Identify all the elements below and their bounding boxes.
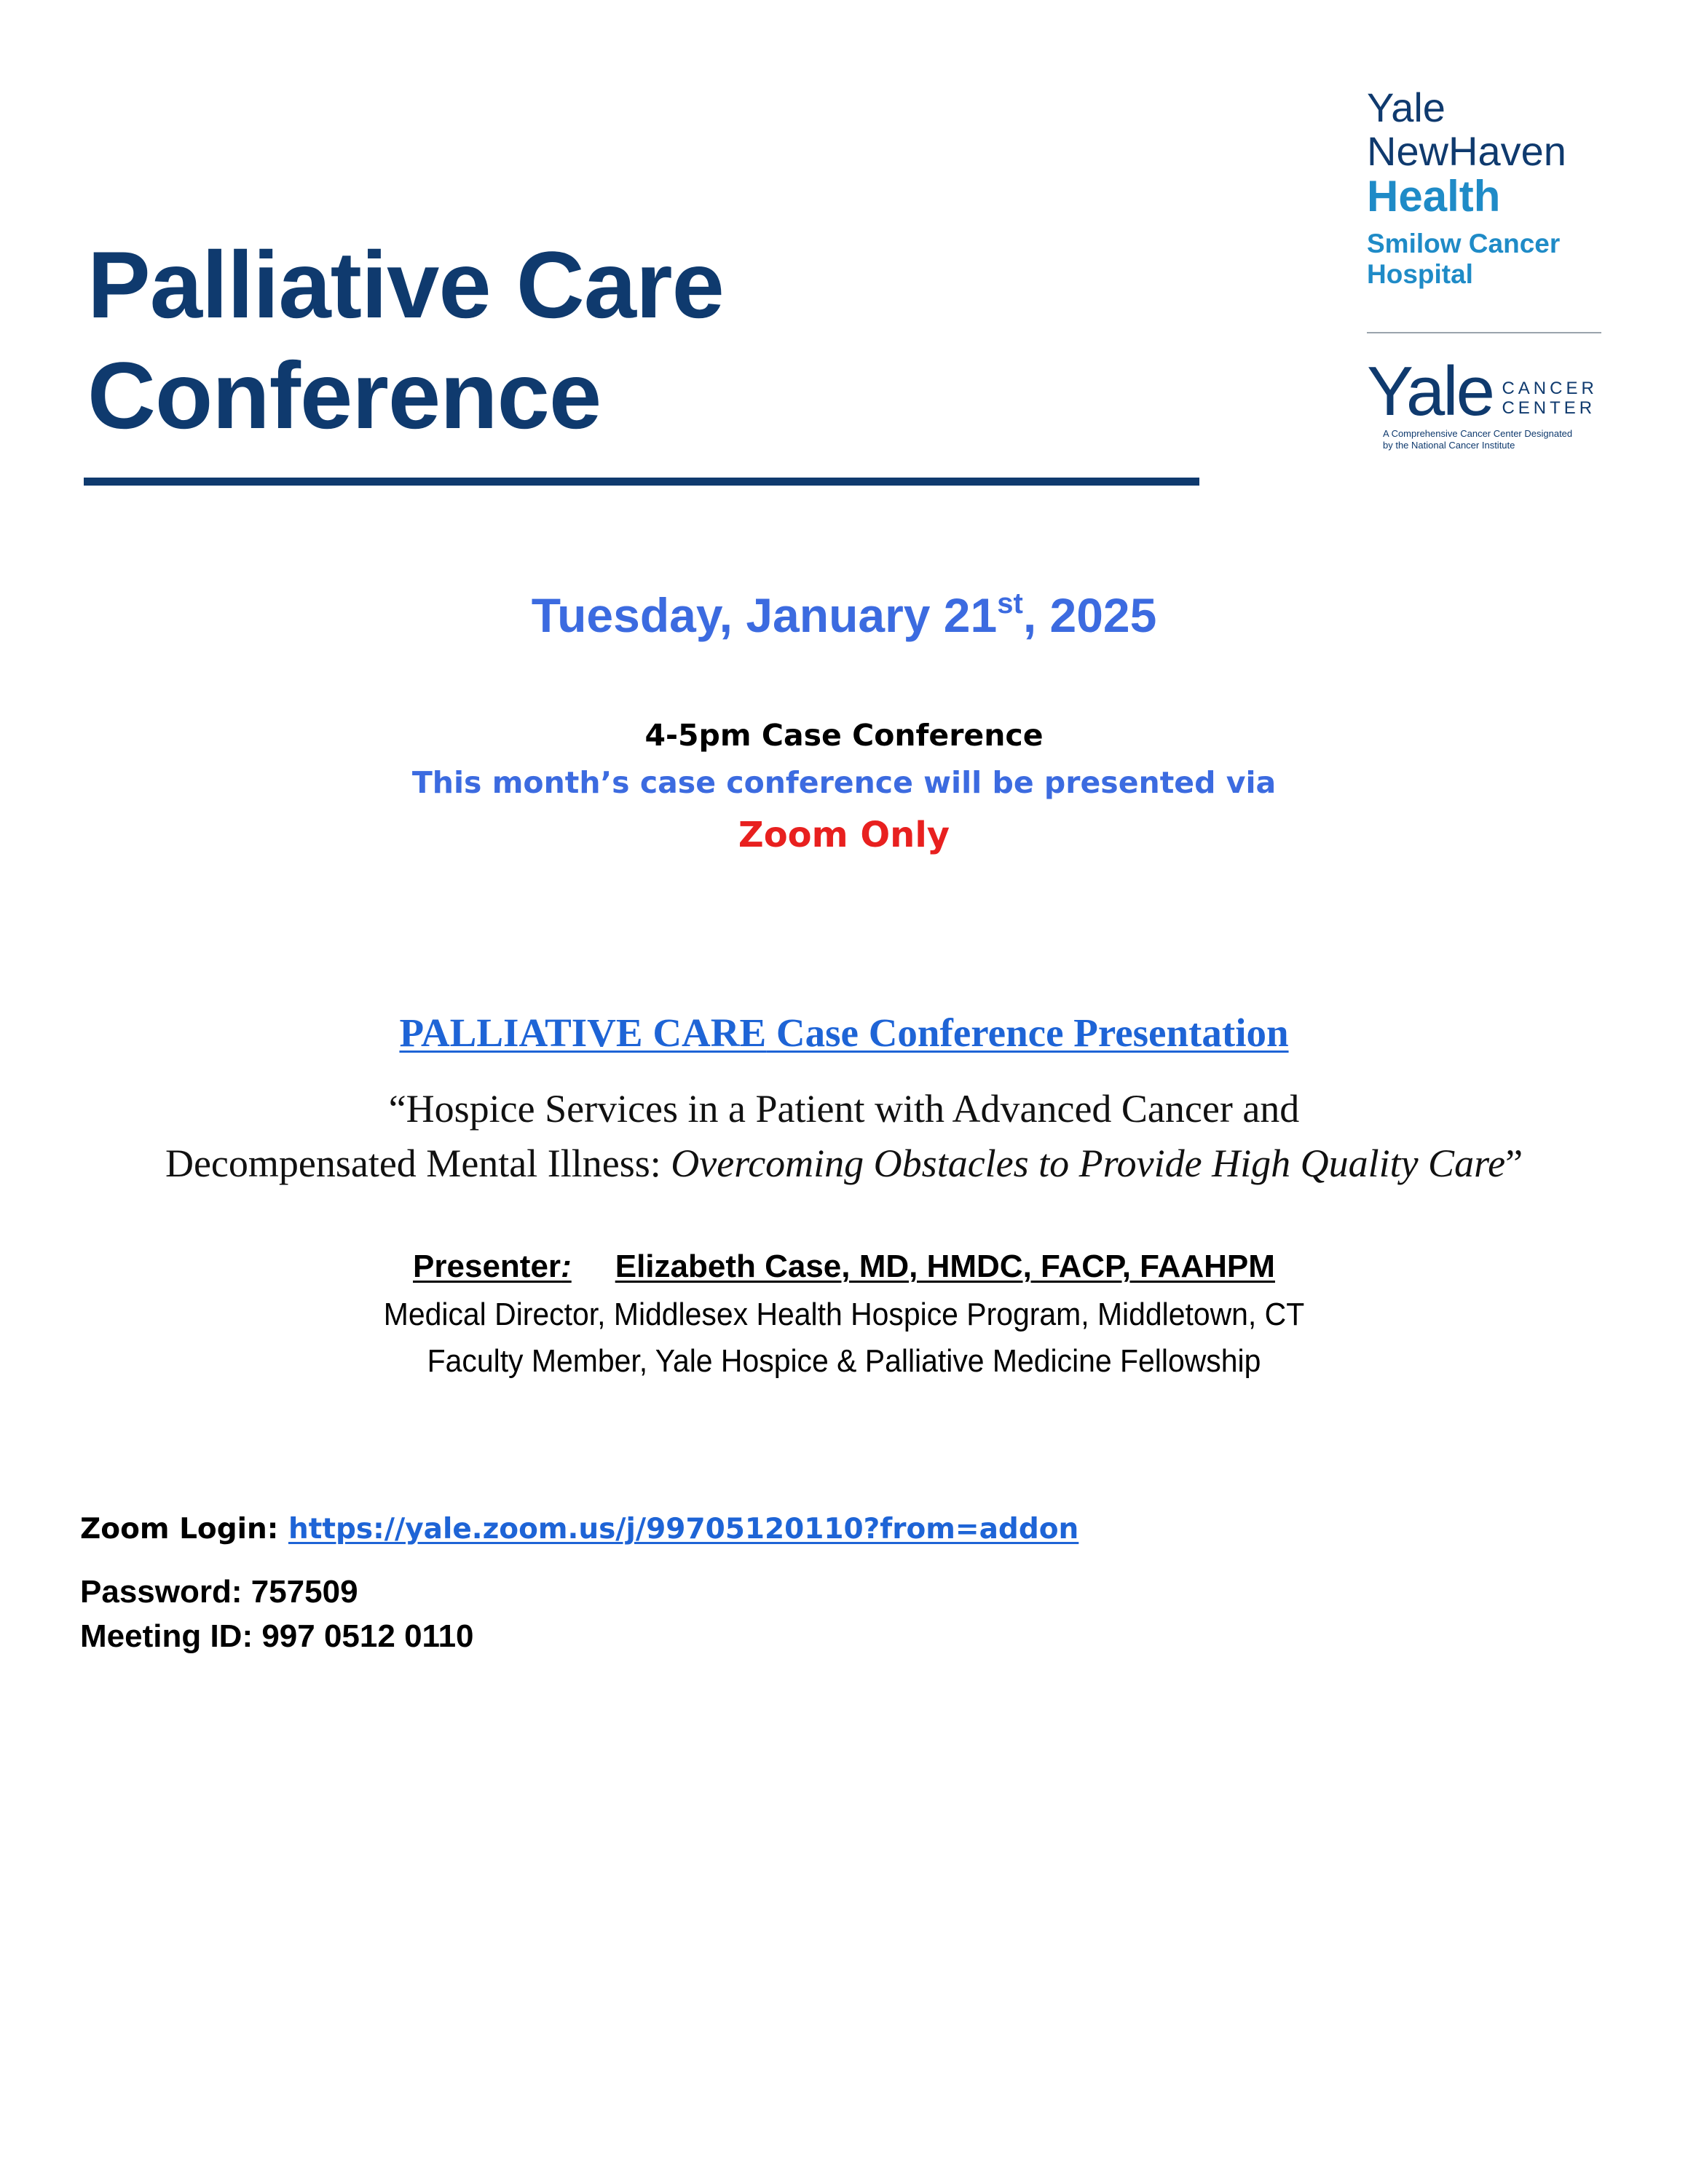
ycc-logo-cancer-center [1502,379,1597,418]
smilow-logo-line1: Smilow Cancer [1367,229,1561,258]
presenter-affiliation-1: Medical Director, Middlesex Health Hospice Program, Middletown, CT [383,1297,1305,1332]
ynh-logo-health: Health [1367,172,1501,221]
presentation-heading-part1: PALLIATIVE CARE [399,1010,767,1055]
presenter-label-colon: : [561,1249,572,1284]
event-time: 4-5pm Case Conference [644,718,1044,753]
presenter-affiliation-2: Faculty Member, Yale Hospice & Palliative Medicine Fellowship [427,1343,1261,1379]
logo-divider [1367,332,1601,333]
presentation-heading-part2: Case Conference Presentation [766,1010,1289,1055]
ynh-smilow-logo [1367,86,1614,290]
ynh-logo-newhaven: NewHaven [1367,128,1566,174]
page-title-line2: Conference [87,342,602,448]
smilow-logo-text [1367,229,1614,290]
zoom-meeting-id: Meeting ID: 997 0512 0110 [80,1618,474,1654]
event-mode: Zoom Only [738,815,950,855]
presenter-label-text: Presenter [413,1249,561,1284]
presenter-line [0,1247,1688,1286]
zoom-login-label: Zoom Login: [80,1513,288,1546]
talk-title-italic: Overcoming Obstacles to Provide High Quality Care [671,1142,1506,1185]
zoom-login [80,1511,1078,1548]
smilow-logo-line2: Hospital [1367,259,1473,289]
ycc-logo-tagline [1383,428,1609,451]
event-date-year: , 2025 [1022,588,1157,642]
talk-title-close-quote: ” [1505,1142,1523,1185]
yale-cancer-center-logo [1367,352,1607,451]
talk-title-line1: “Hospice Services in a Patient with Advanced Cancer and [388,1087,1300,1131]
ycc-logo-center: CENTER [1502,398,1596,418]
talk-title-plain: Decompensated Mental Illness: [165,1142,671,1185]
ynh-logo-yale: Yale [1367,84,1446,130]
zoom-login-link[interactable]: https://yale.zoom.us/j/99705120110?from=addon [288,1513,1079,1546]
title-divider [84,478,1199,486]
event-delivery-note: This month’s case conference will be presented via [411,765,1277,800]
zoom-password: Password: 757509 [80,1574,358,1610]
page-title [87,229,724,451]
ycc-tagline-line1: A Comprehensive Cancer Center Designated [1383,428,1573,439]
ycc-tagline-line2: by the National Cancer Institute [1383,440,1515,451]
presenter-name: Elizabeth Case, MD, HMDC, FACP, FAAHPM [615,1249,1275,1284]
ycc-logo-cancer: CANCER [1502,379,1598,398]
ycc-logo-yale: Yale [1367,352,1494,430]
page-title-line1: Palliative Care [87,232,724,338]
event-date [0,586,1688,644]
talk-title-line2 [0,1139,1688,1187]
presenter-label [413,1249,572,1284]
event-date-main: Tuesday, January 21 [531,588,998,642]
event-date-suffix: st [997,587,1023,620]
presentation-heading [0,1008,1688,1058]
